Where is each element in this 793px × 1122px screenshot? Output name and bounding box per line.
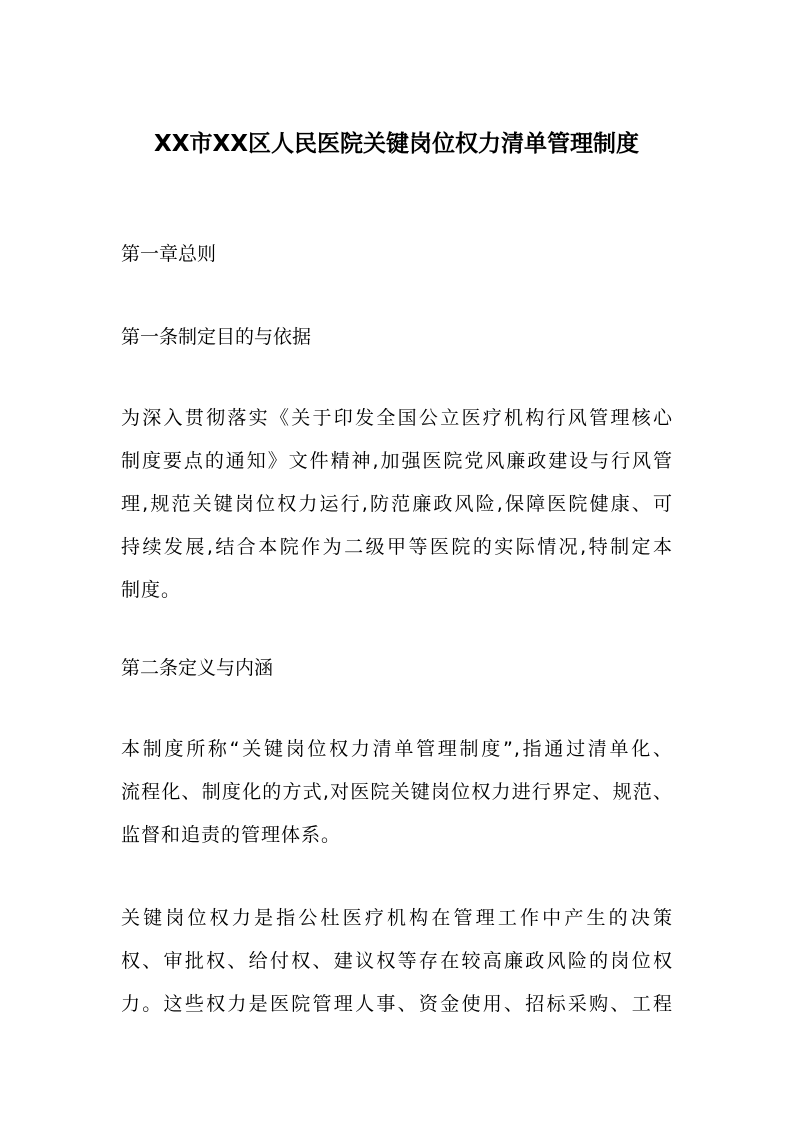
paragraph-line: 本制度所称“关键岗位权力清单管理制度”,指通过清单化、 bbox=[121, 738, 673, 760]
article-1-paragraph bbox=[121, 397, 673, 612]
paragraph-line: 监督和追责的管理体系。 bbox=[121, 824, 342, 846]
paragraph-line: 关键岗位权力是指公杜医疗机构在管理工作中产生的决策 bbox=[121, 907, 673, 929]
document-title: XX市XX区人民医院关键岗位权力清单管理制度 bbox=[154, 131, 639, 157]
paragraph-line: 力。这些权力是医院管理人事、资金使用、招标采购、工程 bbox=[121, 993, 673, 1015]
chapter-heading: 第一章总则 bbox=[121, 243, 217, 265]
article-1-heading: 第一条制定目的与依据 bbox=[121, 326, 312, 348]
paragraph-line: 为深入贯彻落实《关于印发全国公立医疗机构行风管理核心 bbox=[121, 407, 673, 429]
paragraph-line: 理,规范关键岗位权力运行,防范廉政风险,保障医院健康、可 bbox=[121, 493, 673, 515]
paragraph-line: 制度。 bbox=[121, 579, 182, 601]
article-2-heading: 第二条定义与内涵 bbox=[121, 657, 274, 679]
paragraph-line: 流程化、制度化的方式,对医院关键岗位权力进行界定、规范、 bbox=[121, 781, 673, 803]
article-2-paragraph-2 bbox=[121, 897, 673, 1026]
article-2-paragraph-1 bbox=[121, 728, 673, 857]
paragraph-line: 持续发展,结合本院作为二级甲等医院的实际情况,特制定本 bbox=[121, 536, 673, 558]
paragraph-line: 权、审批权、给付权、建议权等存在较高廉政风险的岗位权 bbox=[121, 950, 673, 972]
paragraph-line: 制度要点的通知》文件精神,加强医院党风廉政建设与行风管 bbox=[121, 450, 673, 472]
